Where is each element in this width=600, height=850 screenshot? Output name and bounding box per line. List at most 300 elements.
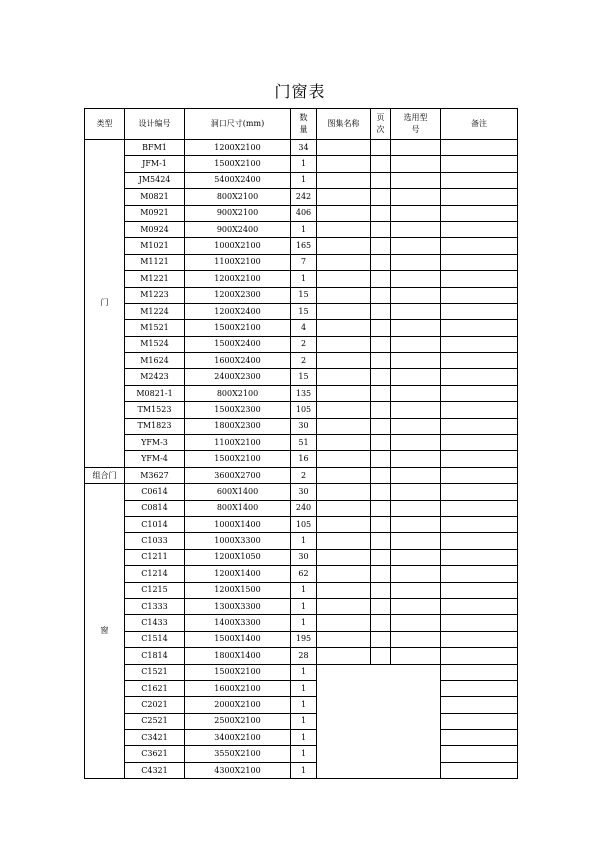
size-cell: 1500X2300 [185,402,291,418]
table-row [85,615,518,631]
quantity-cell: 30 [291,418,317,434]
atlas-cell [317,238,371,254]
quantity-cell: 15 [291,287,317,303]
size-cell: 1200X1500 [185,582,291,598]
quantity-cell: 240 [291,500,317,516]
quantity-cell: 2 [291,467,317,483]
code-cell: JM5424 [125,172,185,188]
header-type: 类型 [85,109,125,140]
page-cell [371,631,391,647]
table-row [85,402,518,418]
model-cell [391,205,441,221]
code-cell: C0614 [125,484,185,500]
page-cell [371,303,391,319]
note-cell [441,254,518,270]
model-cell [391,336,441,352]
size-cell: 1500X2100 [185,664,291,680]
quantity-cell: 15 [291,303,317,319]
model-cell [391,484,441,500]
note-cell [441,697,518,713]
merged-blank-area [317,664,441,779]
table-row [85,418,518,434]
table-row [85,271,518,287]
atlas-cell [317,648,371,664]
quantity-cell: 30 [291,484,317,500]
atlas-cell [317,320,371,336]
code-cell: C2021 [125,697,185,713]
page-cell [371,221,391,237]
atlas-cell [317,353,371,369]
code-cell: C1333 [125,598,185,614]
note-cell [441,467,518,483]
quantity-cell: 15 [291,369,317,385]
page-cell [371,402,391,418]
model-cell [391,435,441,451]
size-cell: 800X1400 [185,500,291,516]
size-cell: 1500X2100 [185,451,291,467]
size-cell: 2000X2100 [185,697,291,713]
size-cell: 1200X2400 [185,303,291,319]
quantity-cell: 1 [291,713,317,729]
code-cell: M1121 [125,254,185,270]
size-cell: 1800X1400 [185,648,291,664]
size-cell: 1400X3300 [185,615,291,631]
page-cell [371,582,391,598]
quantity-cell: 28 [291,648,317,664]
atlas-cell [317,484,371,500]
model-cell [391,238,441,254]
page-cell [371,484,391,500]
atlas-cell [317,533,371,549]
model-cell [391,615,441,631]
atlas-cell [317,254,371,270]
note-cell [441,336,518,352]
page-cell [371,385,391,401]
size-cell: 800X2100 [185,189,291,205]
note-cell [441,353,518,369]
page-cell [371,271,391,287]
quantity-cell: 195 [291,631,317,647]
note-cell [441,762,518,778]
quantity-cell: 1 [291,221,317,237]
table-row [85,533,518,549]
model-cell [391,254,441,270]
note-cell [441,189,518,205]
table-row [85,172,518,188]
quantity-cell: 1 [291,271,317,287]
size-cell: 1500X2100 [185,320,291,336]
quantity-cell: 1 [291,680,317,696]
table-row [85,730,518,746]
table-row [85,205,518,221]
table-row [85,516,518,532]
header-code: 设计编号 [125,109,185,140]
page-cell [371,566,391,582]
quantity-cell: 105 [291,402,317,418]
atlas-cell [317,156,371,172]
page-cell [371,451,391,467]
atlas-cell [317,435,371,451]
atlas-cell [317,582,371,598]
code-cell: M1223 [125,287,185,303]
note-cell [441,451,518,467]
size-cell: 1000X2100 [185,238,291,254]
table-row [85,598,518,614]
atlas-cell [317,189,371,205]
model-cell [391,353,441,369]
quantity-cell: 16 [291,451,317,467]
header-page-line2: 次 [376,125,385,134]
size-cell: 3550X2100 [185,746,291,762]
quantity-cell: 1 [291,598,317,614]
table-row [85,680,518,696]
page-cell [371,533,391,549]
table-row [85,254,518,270]
page-cell [371,254,391,270]
quantity-cell: 105 [291,516,317,532]
quantity-cell: 30 [291,549,317,565]
size-cell: 1500X1400 [185,631,291,647]
model-cell [391,598,441,614]
model-cell [391,418,441,434]
table-row [85,221,518,237]
page-cell [371,500,391,516]
size-cell: 1000X1400 [185,516,291,532]
page-cell [371,140,391,156]
code-cell: JFM-1 [125,156,185,172]
model-cell [391,467,441,483]
page-cell [371,287,391,303]
code-cell: M1221 [125,271,185,287]
size-cell: 1500X2400 [185,336,291,352]
code-cell: C1211 [125,549,185,565]
atlas-cell [317,631,371,647]
atlas-cell [317,516,371,532]
quantity-cell: 7 [291,254,317,270]
quantity-cell: 1 [291,156,317,172]
page-cell [371,648,391,664]
note-cell [441,320,518,336]
size-cell: 1100X2100 [185,254,291,270]
code-cell: M0821-1 [125,385,185,401]
header-atlas: 图集名称 [317,109,371,140]
model-cell [391,221,441,237]
model-cell [391,287,441,303]
size-cell: 800X2100 [185,385,291,401]
quantity-cell: 51 [291,435,317,451]
code-cell: C1215 [125,582,185,598]
note-cell [441,533,518,549]
note-cell [441,418,518,434]
model-cell [391,172,441,188]
size-cell: 2400X2300 [185,369,291,385]
table-row [85,156,518,172]
model-cell [391,402,441,418]
code-cell: C4321 [125,762,185,778]
table-row [85,238,518,254]
note-cell [441,566,518,582]
size-cell: 1200X2300 [185,287,291,303]
code-cell: C2521 [125,713,185,729]
code-cell: M1021 [125,238,185,254]
atlas-cell [317,418,371,434]
type-cell-window: 窗 [85,484,125,779]
note-cell [441,140,518,156]
page-cell [371,615,391,631]
page-cell [371,205,391,221]
header-model [391,109,441,140]
page-cell [371,516,391,532]
note-cell [441,238,518,254]
atlas-cell [317,205,371,221]
size-cell: 1500X2100 [185,156,291,172]
size-cell: 5400X2400 [185,172,291,188]
note-cell [441,271,518,287]
table-row [85,713,518,729]
code-cell: C1521 [125,664,185,680]
table-row [85,746,518,762]
quantity-cell: 1 [291,615,317,631]
atlas-cell [317,303,371,319]
atlas-cell [317,500,371,516]
header-size: 洞口尺寸(mm) [185,109,291,140]
model-cell [391,648,441,664]
model-cell [391,582,441,598]
type-cell-door: 门 [85,140,125,468]
code-cell: C1621 [125,680,185,696]
table-row [85,697,518,713]
header-quantity [291,109,317,140]
note-cell [441,664,518,680]
table-row [85,762,518,778]
size-cell: 1200X2100 [185,271,291,287]
note-cell [441,402,518,418]
quantity-cell: 4 [291,320,317,336]
page-cell [371,189,391,205]
type-cell-combo-door: 组合门 [85,467,125,483]
table-row [85,140,518,156]
header-note: 备注 [441,109,518,140]
size-cell: 900X2100 [185,205,291,221]
model-cell [391,549,441,565]
header-quantity-line1: 数 [299,113,308,122]
header-page-line1: 页 [376,113,385,122]
table-row [85,648,518,664]
atlas-cell [317,549,371,565]
note-cell [441,221,518,237]
atlas-cell [317,615,371,631]
size-cell: 3400X2100 [185,730,291,746]
note-cell [441,435,518,451]
code-cell: M3627 [125,467,185,483]
door-window-schedule-table [84,108,518,779]
atlas-cell [317,271,371,287]
header-model-line2: 号 [411,125,420,134]
quantity-cell: 62 [291,566,317,582]
note-cell [441,516,518,532]
model-cell [391,500,441,516]
schedule-body [85,140,518,779]
header-model-line1: 选用型 [403,113,428,122]
model-cell [391,156,441,172]
size-cell: 1600X2400 [185,353,291,369]
table-row [85,467,518,483]
quantity-cell: 1 [291,664,317,680]
code-cell: C1814 [125,648,185,664]
model-cell [391,533,441,549]
note-cell [441,385,518,401]
note-cell [441,615,518,631]
page-cell [371,467,391,483]
model-cell [391,303,441,319]
quantity-cell: 242 [291,189,317,205]
size-cell: 1200X2100 [185,140,291,156]
code-cell: TM1823 [125,418,185,434]
page-cell [371,156,391,172]
code-cell: TM1523 [125,402,185,418]
atlas-cell [317,172,371,188]
note-cell [441,500,518,516]
table-row [85,549,518,565]
model-cell [391,516,441,532]
table-row [85,451,518,467]
quantity-cell: 2 [291,353,317,369]
quantity-cell: 2 [291,336,317,352]
atlas-cell [317,451,371,467]
model-cell [391,189,441,205]
table-row [85,336,518,352]
atlas-cell [317,369,371,385]
code-cell: M1224 [125,303,185,319]
atlas-cell [317,402,371,418]
note-cell [441,631,518,647]
quantity-cell: 1 [291,762,317,778]
quantity-cell: 1 [291,172,317,188]
quantity-cell: 1 [291,582,317,598]
page-cell [371,320,391,336]
code-cell: M0924 [125,221,185,237]
table-row [85,369,518,385]
table-row [85,287,518,303]
note-cell [441,713,518,729]
quantity-cell: 34 [291,140,317,156]
size-cell: 3600X2700 [185,467,291,483]
size-cell: 1800X2300 [185,418,291,434]
model-cell [391,385,441,401]
code-cell: C3621 [125,746,185,762]
atlas-cell [317,598,371,614]
code-cell: C3421 [125,730,185,746]
model-cell [391,271,441,287]
code-cell: M0921 [125,205,185,221]
note-cell [441,582,518,598]
page-cell [371,353,391,369]
size-cell: 600X1400 [185,484,291,500]
page-cell [371,369,391,385]
atlas-cell [317,287,371,303]
page-cell [371,336,391,352]
header-page [371,109,391,140]
atlas-cell [317,221,371,237]
quantity-cell: 406 [291,205,317,221]
note-cell [441,730,518,746]
code-cell: C1014 [125,516,185,532]
code-cell: M1624 [125,353,185,369]
note-cell [441,746,518,762]
note-cell [441,549,518,565]
page-title: 门窗表 [274,82,326,101]
size-cell: 900X2400 [185,221,291,237]
size-cell: 4300X2100 [185,762,291,778]
code-cell: C1033 [125,533,185,549]
table-row [85,353,518,369]
atlas-cell [317,140,371,156]
note-cell [441,287,518,303]
header-row [85,109,518,140]
code-cell: M1524 [125,336,185,352]
table-row [85,303,518,319]
code-cell: M0821 [125,189,185,205]
note-cell [441,172,518,188]
table-row [85,500,518,516]
note-cell [441,484,518,500]
note-cell [441,303,518,319]
quantity-cell: 1 [291,730,317,746]
code-cell: M1521 [125,320,185,336]
quantity-cell: 1 [291,746,317,762]
page-cell [371,549,391,565]
note-cell [441,205,518,221]
code-cell: BFM1 [125,140,185,156]
quantity-cell: 1 [291,533,317,549]
atlas-cell [317,566,371,582]
page-cell [371,238,391,254]
note-cell [441,680,518,696]
code-cell: C0814 [125,500,185,516]
table-row [85,582,518,598]
size-cell: 1200X1050 [185,549,291,565]
size-cell: 1100X2100 [185,435,291,451]
page-cell [371,598,391,614]
code-cell: M2423 [125,369,185,385]
page-cell [371,435,391,451]
code-cell: C1214 [125,566,185,582]
model-cell [391,631,441,647]
code-cell: YFM-4 [125,451,185,467]
table-row [85,435,518,451]
size-cell: 1200X1400 [185,566,291,582]
table-row [85,320,518,336]
code-cell: C1433 [125,615,185,631]
page-cell [371,172,391,188]
model-cell [391,140,441,156]
table-row [85,664,518,680]
atlas-cell [317,336,371,352]
model-cell [391,451,441,467]
size-cell: 1300X3300 [185,598,291,614]
model-cell [391,566,441,582]
header-quantity-line2: 量 [299,125,308,134]
model-cell [391,369,441,385]
atlas-cell [317,467,371,483]
table-row [85,189,518,205]
note-cell [441,156,518,172]
code-cell: C1514 [125,631,185,647]
model-cell [391,320,441,336]
quantity-cell: 135 [291,385,317,401]
table-row [85,631,518,647]
atlas-cell [317,385,371,401]
